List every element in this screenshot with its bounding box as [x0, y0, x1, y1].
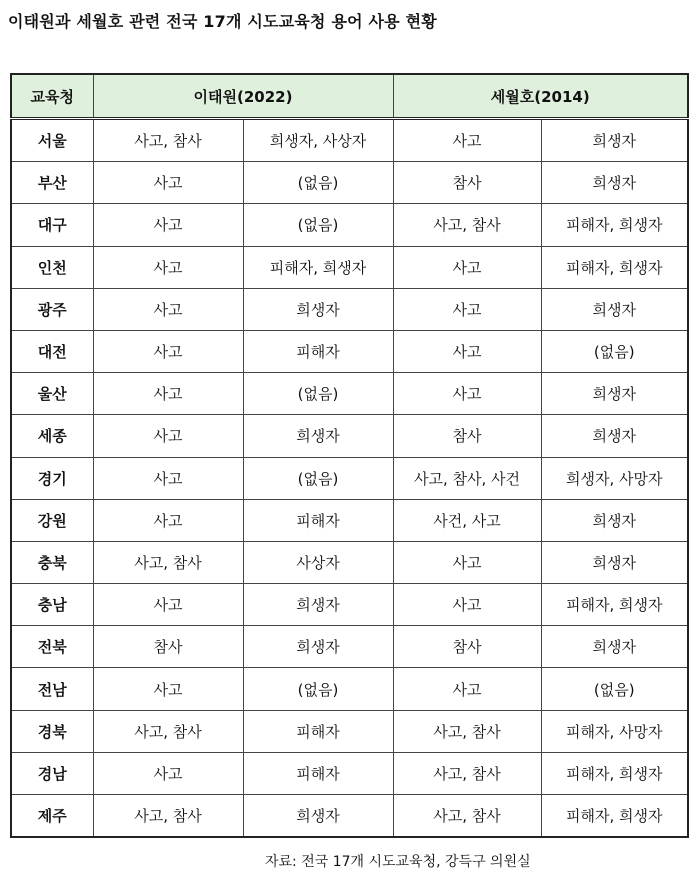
sewol-victim-term-cell: (없음)	[541, 668, 688, 710]
itaewon-event-term-cell: 사고	[93, 415, 243, 457]
table-row	[11, 457, 688, 499]
region-cell: 대전	[11, 330, 93, 372]
sewol-victim-term-cell: 희생자	[541, 541, 688, 583]
itaewon-event-term-cell: 사고, 참사	[93, 119, 243, 162]
sewol-event-term-cell: 참사	[393, 415, 541, 457]
sewol-event-term-cell: 사고, 참사, 사건	[393, 457, 541, 499]
region-cell: 세종	[11, 415, 93, 457]
table-row	[11, 162, 688, 204]
itaewon-victim-term-cell: 피해자	[243, 330, 393, 372]
region-cell: 서울	[11, 119, 93, 162]
region-cell: 강원	[11, 499, 93, 541]
table-row	[11, 584, 688, 626]
sewol-victim-term-cell: 희생자	[541, 626, 688, 668]
sewol-event-term-cell: 사고, 참사	[393, 204, 541, 246]
region-cell: 전남	[11, 668, 93, 710]
table-row	[11, 795, 688, 838]
itaewon-victim-term-cell: 희생자	[243, 415, 393, 457]
region-cell: 대구	[11, 204, 93, 246]
sewol-victim-term-cell: 희생자	[541, 415, 688, 457]
sewol-victim-term-cell: 피해자, 사망자	[541, 710, 688, 752]
sewol-victim-term-cell: 희생자	[541, 119, 688, 162]
region-cell: 부산	[11, 162, 93, 204]
header-row	[11, 74, 688, 119]
region-cell: 충남	[11, 584, 93, 626]
sewol-victim-term-cell: 피해자, 희생자	[541, 204, 688, 246]
itaewon-victim-term-cell: 희생자	[243, 795, 393, 838]
sewol-event-term-cell: 사고, 참사	[393, 795, 541, 838]
itaewon-event-term-cell: 사고, 참사	[93, 541, 243, 583]
table-row	[11, 204, 688, 246]
itaewon-victim-term-cell: (없음)	[243, 373, 393, 415]
sewol-event-term-cell: 사고	[393, 541, 541, 583]
itaewon-event-term-cell: 사고	[93, 584, 243, 626]
region-cell: 전북	[11, 626, 93, 668]
page-title: 이태원과 세월호 관련 전국 17개 시도교육청 용어 사용 현황	[8, 12, 437, 31]
table-body	[11, 119, 688, 838]
itaewon-event-term-cell: 사고, 참사	[93, 710, 243, 752]
sewol-event-term-cell: 사고, 참사	[393, 710, 541, 752]
itaewon-event-term-cell: 사고	[93, 204, 243, 246]
sewol-event-term-cell: 사고	[393, 668, 541, 710]
sewol-victim-term-cell: 피해자, 희생자	[541, 584, 688, 626]
itaewon-event-term-cell: 사고	[93, 668, 243, 710]
table-row	[11, 246, 688, 288]
sewol-victim-term-cell: 희생자, 사망자	[541, 457, 688, 499]
source-note: 자료: 전국 17개 시도교육청, 강득구 의원실	[265, 854, 531, 870]
region-cell: 울산	[11, 373, 93, 415]
table-row	[11, 668, 688, 710]
header-sewol: 세월호(2014)	[393, 74, 688, 119]
sewol-event-term-cell: 사고	[393, 119, 541, 162]
sewol-victim-term-cell: 피해자, 희생자	[541, 246, 688, 288]
header-itaewon: 이태원(2022)	[93, 74, 393, 119]
itaewon-event-term-cell: 참사	[93, 626, 243, 668]
sewol-victim-term-cell: 희생자	[541, 162, 688, 204]
sewol-victim-term-cell: 희생자	[541, 288, 688, 330]
itaewon-victim-term-cell: (없음)	[243, 204, 393, 246]
region-cell: 제주	[11, 795, 93, 838]
table-row	[11, 710, 688, 752]
table-row	[11, 541, 688, 583]
itaewon-event-term-cell: 사고	[93, 499, 243, 541]
sewol-event-term-cell: 사고	[393, 330, 541, 372]
sewol-event-term-cell: 사고	[393, 288, 541, 330]
itaewon-victim-term-cell: (없음)	[243, 668, 393, 710]
itaewon-event-term-cell: 사고, 참사	[93, 795, 243, 838]
itaewon-victim-term-cell: 희생자	[243, 288, 393, 330]
itaewon-victim-term-cell: (없음)	[243, 162, 393, 204]
table-row	[11, 752, 688, 794]
itaewon-event-term-cell: 사고	[93, 373, 243, 415]
itaewon-event-term-cell: 사고	[93, 457, 243, 499]
itaewon-victim-term-cell: 피해자	[243, 752, 393, 794]
region-cell: 경북	[11, 710, 93, 752]
sewol-event-term-cell: 사고	[393, 246, 541, 288]
sewol-event-term-cell: 사건, 사고	[393, 499, 541, 541]
itaewon-event-term-cell: 사고	[93, 330, 243, 372]
itaewon-event-term-cell: 사고	[93, 288, 243, 330]
itaewon-event-term-cell: 사고	[93, 162, 243, 204]
table-row	[11, 499, 688, 541]
sewol-event-term-cell: 참사	[393, 162, 541, 204]
itaewon-victim-term-cell: 희생자, 사상자	[243, 119, 393, 162]
table-header	[11, 74, 688, 119]
sewol-victim-term-cell: (없음)	[541, 330, 688, 372]
region-cell: 경기	[11, 457, 93, 499]
itaewon-victim-term-cell: 사상자	[243, 541, 393, 583]
sewol-victim-term-cell: 희생자	[541, 499, 688, 541]
sewol-event-term-cell: 사고	[393, 584, 541, 626]
itaewon-event-term-cell: 사고	[93, 246, 243, 288]
sewol-victim-term-cell: 피해자, 희생자	[541, 795, 688, 838]
table-row	[11, 330, 688, 372]
table-row	[11, 119, 688, 162]
itaewon-victim-term-cell: 피해자	[243, 710, 393, 752]
sewol-victim-term-cell: 희생자	[541, 373, 688, 415]
region-cell: 경남	[11, 752, 93, 794]
table-row	[11, 288, 688, 330]
region-cell: 충북	[11, 541, 93, 583]
itaewon-victim-term-cell: 희생자	[243, 626, 393, 668]
itaewon-victim-term-cell: 피해자, 희생자	[243, 246, 393, 288]
header-office: 교육청	[11, 74, 93, 119]
table-row	[11, 626, 688, 668]
sewol-event-term-cell: 사고	[393, 373, 541, 415]
table-row	[11, 415, 688, 457]
terminology-table	[10, 73, 689, 838]
table-row	[11, 373, 688, 415]
sewol-event-term-cell: 사고, 참사	[393, 752, 541, 794]
itaewon-event-term-cell: 사고	[93, 752, 243, 794]
region-cell: 광주	[11, 288, 93, 330]
itaewon-victim-term-cell: 피해자	[243, 499, 393, 541]
itaewon-victim-term-cell: 희생자	[243, 584, 393, 626]
sewol-event-term-cell: 참사	[393, 626, 541, 668]
itaewon-victim-term-cell: (없음)	[243, 457, 393, 499]
sewol-victim-term-cell: 피해자, 희생자	[541, 752, 688, 794]
region-cell: 인천	[11, 246, 93, 288]
